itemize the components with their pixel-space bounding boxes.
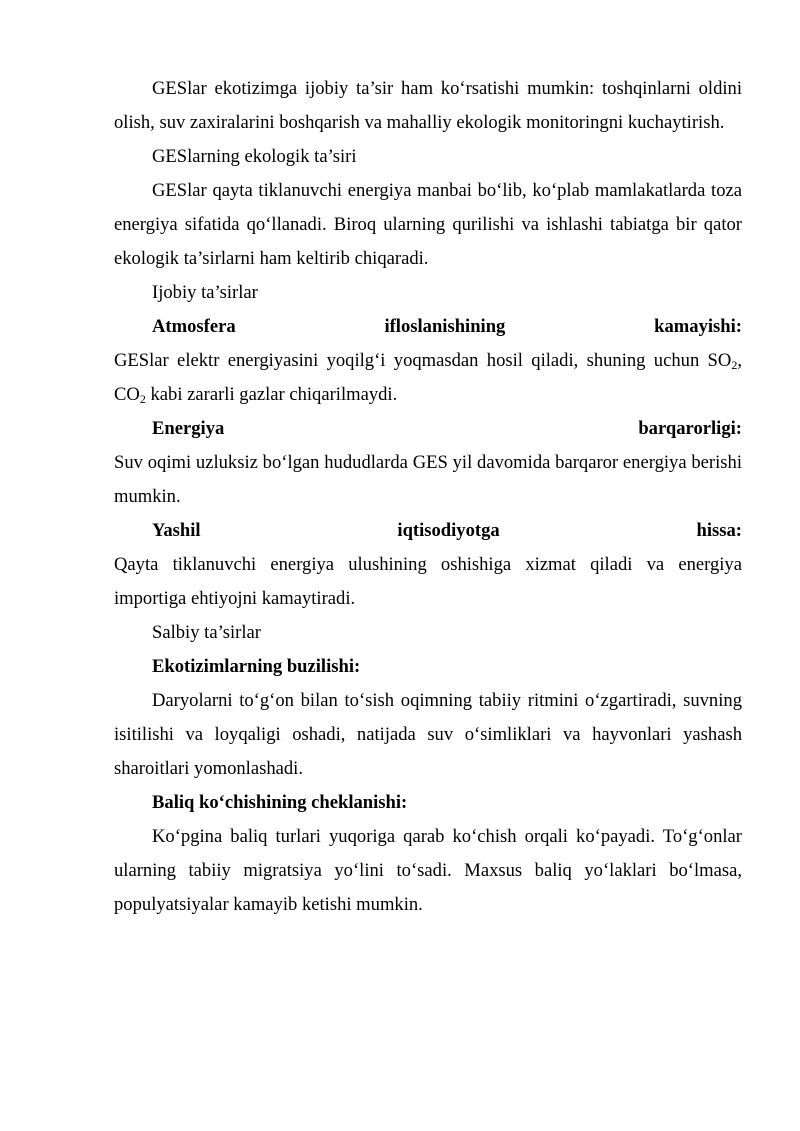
positive-effects-title: Ijobiy ta’sirlar xyxy=(152,282,258,303)
energy-heading xyxy=(114,412,742,446)
fish-migration-paragraph: Ko‘pgina baliq turlari yuqoriga qarab ko‘chish orqali ko‘payadi. To‘g‘onlar ularning tabiiy migratsiya yo‘lini to‘sadi. Maxsus baliq yo‘laklari bo‘lmasa, populyatsiyalar kamayib ketishi mumkin. xyxy=(114,826,742,915)
co2-subscript: 2 xyxy=(139,392,146,406)
ecosystem-heading xyxy=(114,650,742,684)
green-economy-heading xyxy=(114,514,742,548)
document-page xyxy=(114,72,742,922)
energy-heading-word: barqarorligi: xyxy=(638,418,742,439)
atmosphere-heading-word: kamayishi: xyxy=(654,316,742,337)
atmosphere-paragraph xyxy=(114,344,742,412)
section-paragraph: GESlar qayta tiklanuvchi energiya manbai bo‘lib, ko‘plab mamlakatlarda toza energiya sifatida qo‘llanadi. Biroq ularning qurilishi va ishlashi tabiatga bir qator ekologik ta’sirlarni ham keltirib chiqaradi. xyxy=(114,180,742,269)
atmosphere-heading xyxy=(114,310,742,344)
energy-paragraph: Suv oqimi uzluksiz bo‘lgan hududlarda GES yil davomida barqaror energiya berishi mumkin. xyxy=(114,452,742,507)
atmosphere-heading-word: ifloslanishining xyxy=(384,316,506,337)
negative-effects-title: Salbiy ta’sirlar xyxy=(152,622,261,643)
green-heading-word: hissa: xyxy=(696,520,742,541)
fish-heading-text: Baliq ko‘chishining cheklanishi: xyxy=(152,792,408,813)
ecosystem-paragraph: Daryolarni to‘g‘on bilan to‘sish oqimning tabiiy ritmini o‘zgartiradi, suvning isitilishi va loyqaligi oshadi, natijada suv o‘simliklari va hayvonlari yashash sharoitlari yomonlashadi. xyxy=(114,690,742,779)
fish-migration-heading xyxy=(114,786,742,820)
green-heading-word: Yashil xyxy=(152,520,201,541)
atmosphere-text-mid: , CO xyxy=(114,350,742,405)
energy-heading-word: Energiya xyxy=(152,418,225,439)
green-economy-paragraph: Qayta tiklanuvchi energiya ulushining oshishiga xizmat qiladi va energiya importiga ehtiyojni kamaytiradi. xyxy=(114,554,742,609)
ecosystem-heading-text: Ekotizimlarning buzilishi: xyxy=(152,656,361,677)
atmosphere-heading-word: Atmosfera xyxy=(152,316,236,337)
so2-subscript: 2 xyxy=(731,358,738,372)
atmosphere-text-pre: GESlar elektr energiyasini yoqilg‘i yoqmasdan hosil qiladi, shuning uchun SO xyxy=(114,350,732,371)
green-heading-word: iqtisodiyotga xyxy=(397,520,500,541)
section-title: GESlarning ekologik ta’siri xyxy=(152,146,357,167)
atmosphere-text-post: kabi zararli gazlar chiqarilmaydi. xyxy=(145,384,398,405)
intro-paragraph: GESlar ekotizimga ijobiy ta’sir ham ko‘rsatishi mumkin: toshqinlarni oldini olish, suv zaxiralarini boshqarish va mahalliy ekologik monitoringni kuchaytirish. xyxy=(114,78,742,133)
